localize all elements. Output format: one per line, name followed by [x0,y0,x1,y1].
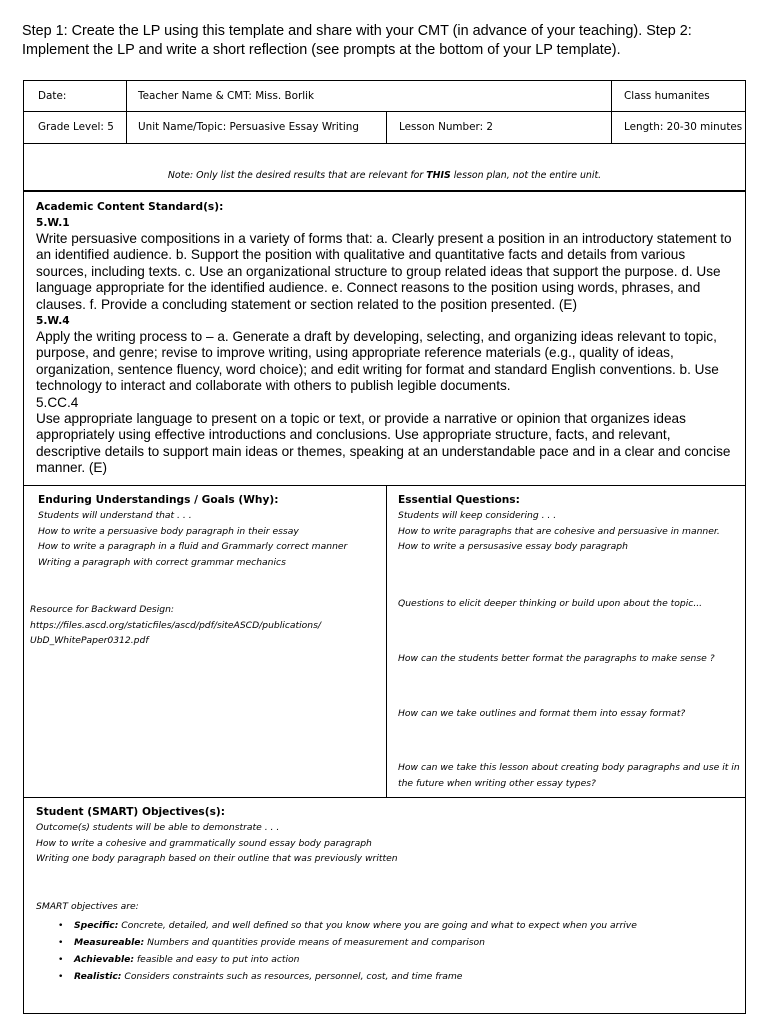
col-divider [386,485,387,797]
essential-line: How to write paragraphs that are cohesive and persuasive in manner. [398,525,720,537]
note-after: lesson plan, not the entire unit. [450,170,602,181]
row-divider [24,143,745,144]
standards-section [36,199,736,477]
smart-line: How to write a cohesive and grammatically sound essay body paragraph [36,837,372,849]
row-divider [24,485,745,486]
enduring-section [38,493,378,570]
enduring-line: Students will understand that . . . [38,510,192,521]
resource-link[interactable]: https://files.ascd.org/staticfiles/ascd/pdf/siteASCD/publications/ [30,619,322,631]
smart-bullet [58,968,736,985]
smart-heading: Student (SMART) Objectives(s): [36,806,225,818]
date-label: Date: [38,90,67,102]
standard-text: Write persuasive compositions in a variety of forms that: a. Clearly present a position in an introductory statement to an identified audience. b. Support the position with qualitative and quantitative facts and details from various sources, including texts. c. Use an organizational structure to group related ideas that support the purpose. d. Use language appropriate for the identified audience. e. Connect reasons to the position using words, phrases, and clauses. f. Provide a concluding statement or section related to the position presented. (E) [36,231,732,312]
smart-bullet [58,917,736,934]
deeper-thinking-label: Questions to elicit deeper thinking or build upon about the topic... [398,598,703,609]
standard-code: 5.W.4 [36,315,70,328]
row-divider [24,190,745,192]
smart-description: Numbers and quantities provide means of measurement and comparison [144,936,485,948]
col-divider [386,111,387,143]
enduring-line: How to write a paragraph in a fluid and Grammarly correct manner [38,541,348,552]
class-name: Class humanites [624,90,710,102]
standard-code: 5.W.1 [36,217,70,229]
note-emphasis: THIS [426,170,451,181]
lesson-number: Lesson Number: 2 [399,121,494,133]
standard-text: Apply the writing process to – a. Generate a draft by developing, selecting, and organizing ideas relevant to topic, purpose, and genre; revise to improve writing, using appropriate reference materials (e.g., quality of ideas, organization, sentence fluency, word choice); and edit writing for format and standard English conventions. b. Use technology to interact and collaborate with others to publish legible documents. [36,329,719,394]
smart-term: Specific: [74,919,119,931]
smart-description: Concrete, detailed, and well defined so that you know where you are going and what to expect when you arrive [118,919,637,931]
essential-question-line: the future when writing other essay types? [398,777,596,789]
smart-line: Outcome(s) students will be able to demonstrate . . . [36,822,280,833]
lesson-length: Length: 20-30 minutes [624,121,743,133]
essential-question: How can the students better format the paragraphs to make sense ? [398,653,715,664]
unit-topic: Unit Name/Topic: Persuasive Essay Writing [138,121,359,133]
essential-line: Students will keep considering . . . [398,510,557,521]
enduring-line: How to write a persuasive body paragraph in their essay [38,525,299,537]
smart-section [36,805,736,867]
note-text [24,170,745,181]
essential-question: How can we take outlines and format them into essay format? [398,708,686,719]
resource-block [30,602,380,649]
instructions-text: Step 1: Create the LP using this template and share with your CMT (in advance of your teaching). Step 2: Implement the LP and write a short reflection (see prompts at the bottom of your LP template). [22,23,692,58]
grade-level: Grade Level: 5 [38,121,114,133]
standard-code: 5.CC.4 [36,394,79,410]
note-before: Note: Only list the desired results that are relevant for [167,170,427,181]
standard-text: Use appropriate language to present on a topic or text, or provide a narrative or opinion that organizes ideas appropriately using effective introductions and conclusions. Use appropriate structure, facts, and relevant, descriptive details to support main ideas or themes, speaking at an understandable pace and in a clear and concise manner. (E) [36,411,731,476]
bullet-dot: • [58,970,64,982]
col-divider [126,81,127,143]
smart-criteria [36,899,736,985]
essential-section [398,493,738,555]
smart-term: Achievable: [74,953,135,965]
smart-line: Writing one body paragraph based on their outline that was previously written [36,853,398,864]
row-divider [24,797,745,798]
smart-description: feasible and easy to put into action [134,953,300,965]
smart-term: Realistic: [74,970,122,982]
row-divider [24,111,745,112]
smart-bullet [58,951,736,968]
smart-bullet-list [36,917,736,985]
bullet-dot: • [58,919,64,931]
teacher-name: Teacher Name & CMT: Miss. Borlik [138,90,315,102]
enduring-line: Writing a paragraph with correct grammar mechanics [38,556,286,568]
essential-question [398,760,743,791]
bullet-dot: • [58,936,64,948]
essential-line: How to write a persusasive essay body paragraph [398,541,628,552]
essential-heading: Essential Questions: [398,494,520,506]
resource-link[interactable]: UbD_WhitePaper0312.pdf [30,635,149,646]
essential-question-line: How can we take this lesson about creating body paragraphs and use it in [398,762,740,773]
smart-are-label: SMART objectives are: [36,901,139,912]
smart-term: Measureable: [74,936,145,948]
bullet-dot: • [58,953,64,965]
smart-description: Considers constraints such as resources, personnel, cost, and time frame [121,970,463,982]
standards-heading: Academic Content Standard(s): [36,201,224,213]
lesson-plan-table [23,80,746,1014]
smart-bullet [58,934,736,951]
enduring-heading: Enduring Understandings / Goals (Why): [38,494,279,506]
resource-label: Resource for Backward Design: [30,604,175,615]
col-divider [611,81,612,143]
